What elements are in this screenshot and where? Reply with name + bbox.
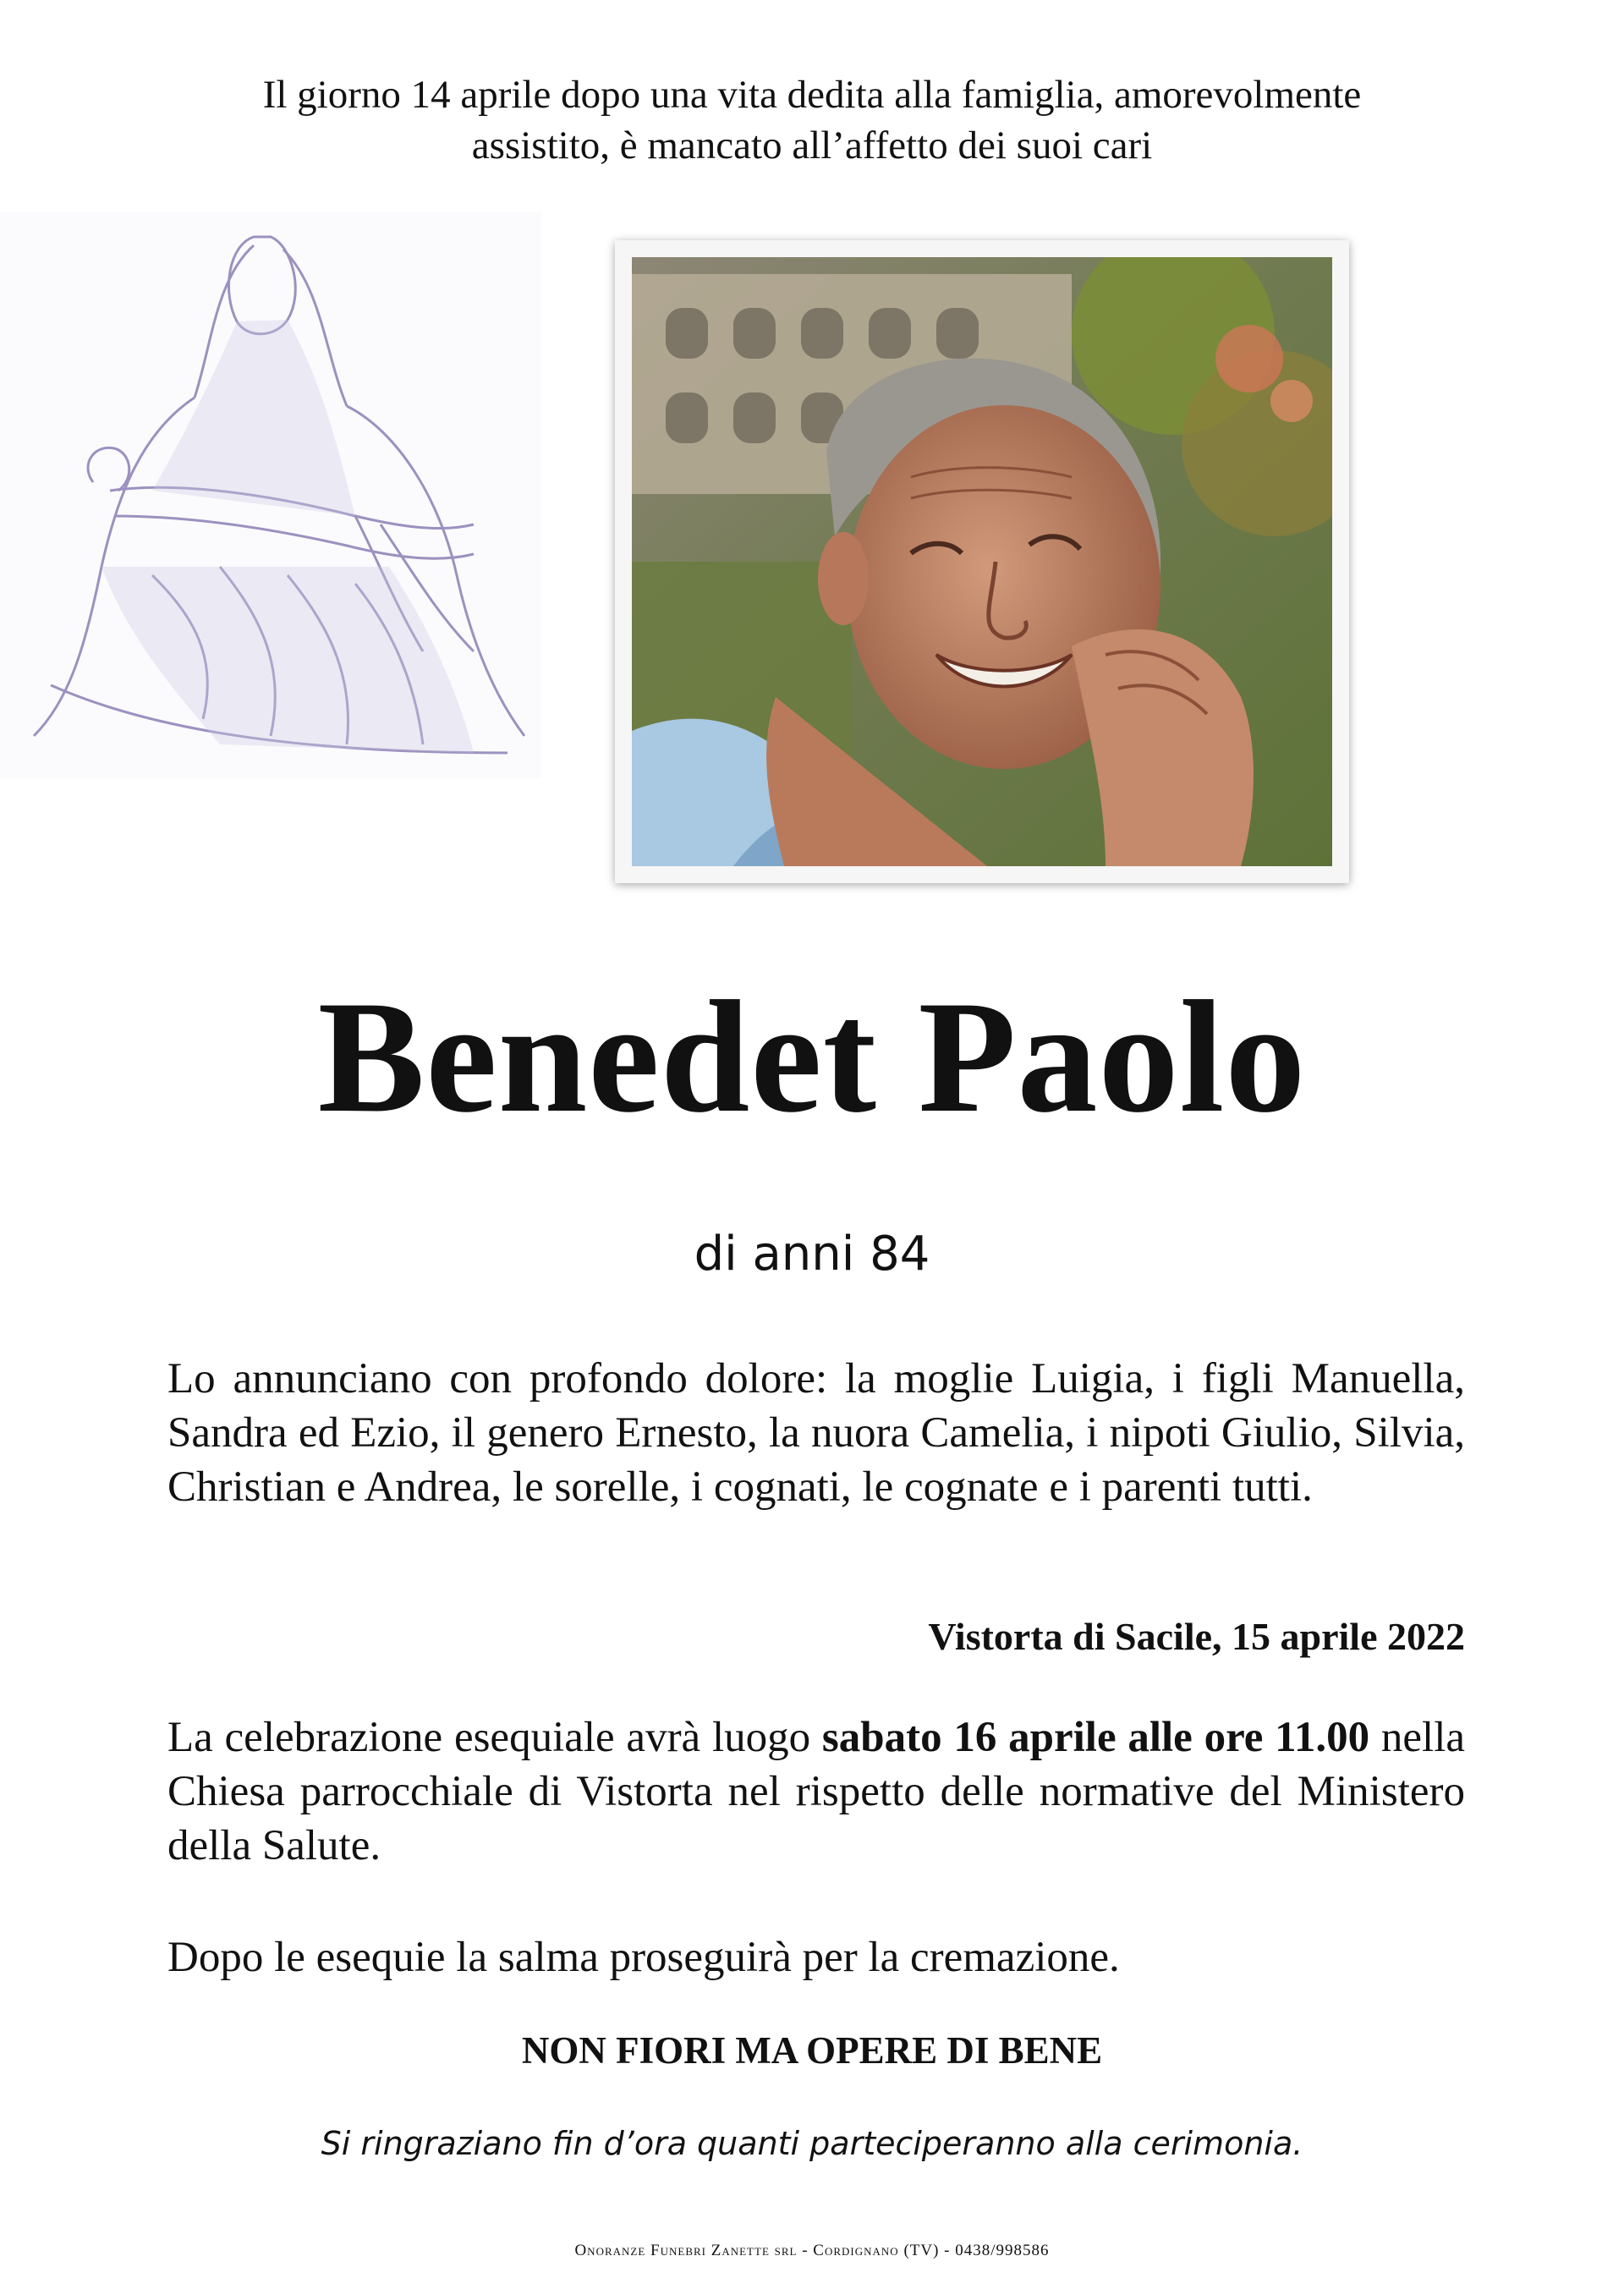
portrait-photo bbox=[632, 257, 1332, 866]
funeral-home-footer: Onoranze Funebri Zanette srl - Cordignano (TV) - 0438/998586 bbox=[574, 2242, 1050, 2259]
ceremony-datetime: sabato 16 aprile alle ore 11.00 bbox=[821, 1714, 1370, 1761]
no-flowers-notice: NON FIORI MA OPERE DI BENE bbox=[521, 2029, 1103, 2072]
intro-text bbox=[0, 69, 1624, 171]
pieta-sketch-icon bbox=[0, 211, 541, 778]
intro-line-1: Il giorno 14 aprile dopo una vita dedita alla famiglia, amorevolmente bbox=[262, 73, 1362, 117]
ceremony-text-before: La celebrazione esequiale avrà luogo bbox=[167, 1714, 822, 1761]
intro-line-2: assistito, è mancato all’affetto dei suoi cari bbox=[471, 124, 1153, 167]
place-date: Vistorta di Sacile, 15 aprile 2022 bbox=[928, 1615, 1465, 1658]
pieta-sketch-image bbox=[0, 211, 541, 778]
portrait-frame bbox=[615, 240, 1349, 883]
deceased-name: Benedet Paolo bbox=[317, 969, 1307, 1146]
deceased-age: di anni 84 bbox=[694, 1227, 930, 1282]
thanks-note: Si ringraziano fin d’ora quanti parteciperanno alla cerimonia. bbox=[321, 2125, 1303, 2162]
cremation-paragraph: Dopo le esequie la salma proseguirà per la cremazione. bbox=[167, 1934, 1120, 1981]
ceremony-paragraph bbox=[167, 1710, 1465, 1873]
ceremony-text-after: nella Chiesa parrocchiale di Vistorta nel rispetto delle normative del Ministero della Salute. bbox=[167, 1714, 1465, 1869]
announcement-paragraph: Lo annunciano con profondo dolore: la moglie Luigia, i figli Manuella, Sandra ed Ezio, il genero Ernesto, la nuora Camelia, i nipoti Giulio, Silvia, Christian e Andrea, le sorelle, i cognati, le cognate e i parenti tutti. bbox=[167, 1355, 1465, 1511]
